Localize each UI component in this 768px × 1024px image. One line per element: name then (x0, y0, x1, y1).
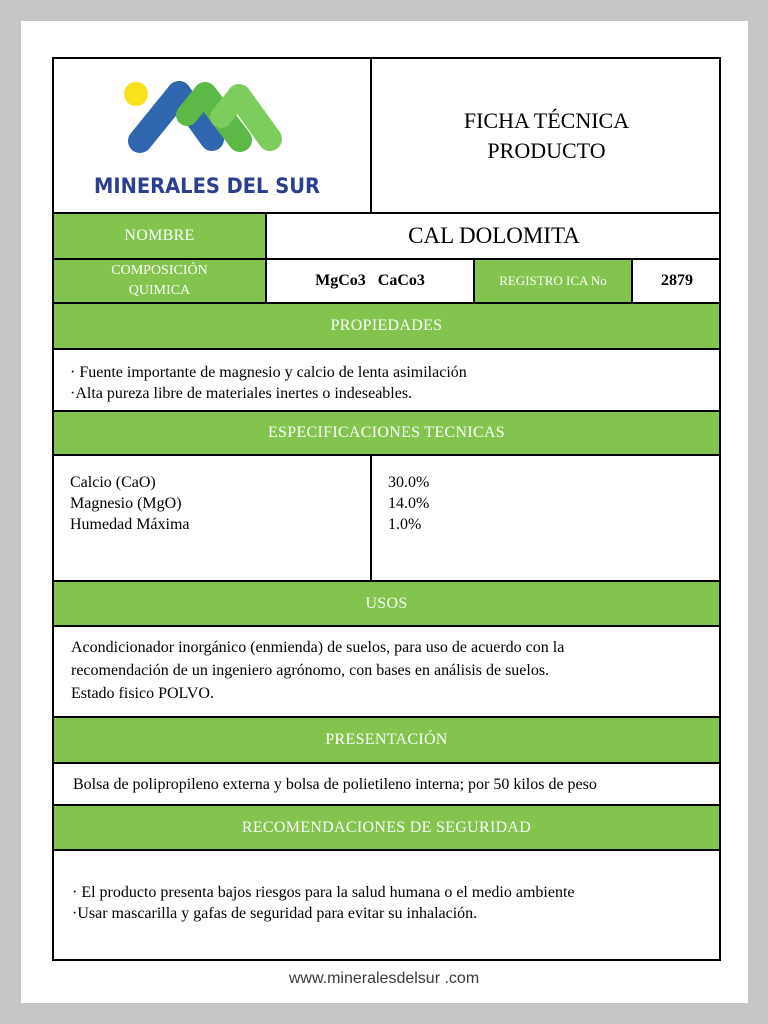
divider (370, 456, 372, 580)
safety-heading: RECOMENDACIONES DE SEGURIDAD (54, 806, 719, 849)
presentation-text: Bolsa de polipropileno externa y bolsa de polietileno interna; por 50 kilos de peso (73, 776, 597, 793)
composition-label-line-2: QUIMICA (128, 283, 191, 298)
website-link[interactable]: www.mineralesdelsur .com (288, 970, 480, 987)
sheet-title (372, 59, 721, 212)
uses-heading: USOS (54, 582, 719, 625)
spec-value: 30.0% (388, 474, 430, 491)
safety-list (72, 882, 717, 924)
name-label: NOMBRE (54, 214, 265, 258)
title-line-1: FICHA TÉCNICA (463, 107, 630, 133)
list-item: · Fuente importante de magnesio y calcio de lenta asimilación (70, 364, 467, 381)
brand-name: MINERALES DEL SUR (94, 174, 320, 198)
company-logo (54, 59, 370, 212)
divider (54, 454, 719, 456)
spec-name: Humedad Máxima (70, 516, 190, 533)
list-item: ·Usar mascarilla y gafas de seguridad para evitar su inhalación. (72, 905, 478, 922)
presentation-heading: PRESENTACIÓN (54, 718, 719, 762)
uses-line: Estado fisico POLVO. (71, 685, 214, 702)
technical-sheet (52, 57, 721, 961)
uses-line: Acondicionador inorgánico (enmienda) de suelos, para uso de acuerdo con la (71, 639, 565, 656)
composition-label-line-1: COMPOSICIÓN (111, 263, 208, 278)
divider (54, 625, 719, 627)
uses-line: recomendación de un ingeniero agrónomo, con bases en análisis de suelos. (71, 662, 550, 679)
specs-values (388, 472, 708, 535)
properties-list (70, 362, 710, 404)
spec-name: Magnesio (MgO) (70, 495, 182, 512)
sun-icon (124, 82, 148, 106)
spec-name: Calcio (CaO) (70, 474, 156, 491)
spec-value: 1.0% (388, 516, 422, 533)
registry-label: REGISTRO ICA No (475, 260, 631, 302)
spec-value: 14.0% (388, 495, 430, 512)
divider (54, 348, 719, 350)
divider (54, 762, 719, 764)
composition-label (54, 260, 265, 302)
composition-value: MgCo3 CaCo3 (315, 272, 425, 289)
specs-names (70, 472, 360, 535)
specs-heading: ESPECIFICACIONES TECNICAS (54, 412, 719, 454)
divider (54, 849, 719, 851)
uses-text (71, 636, 716, 705)
product-name: CAL DOLOMITA (408, 223, 580, 248)
registry-value: 2879 (661, 272, 693, 289)
title-line-2: PRODUCTO (487, 137, 606, 163)
list-item: ·Alta pureza libre de materiales inertes o indeseables. (70, 385, 413, 402)
properties-heading: PROPIEDADES (54, 304, 719, 348)
mountains-logo-icon (54, 59, 370, 212)
list-item: · El producto presenta bajos riesgos para la salud humana o el medio ambiente (72, 884, 575, 901)
